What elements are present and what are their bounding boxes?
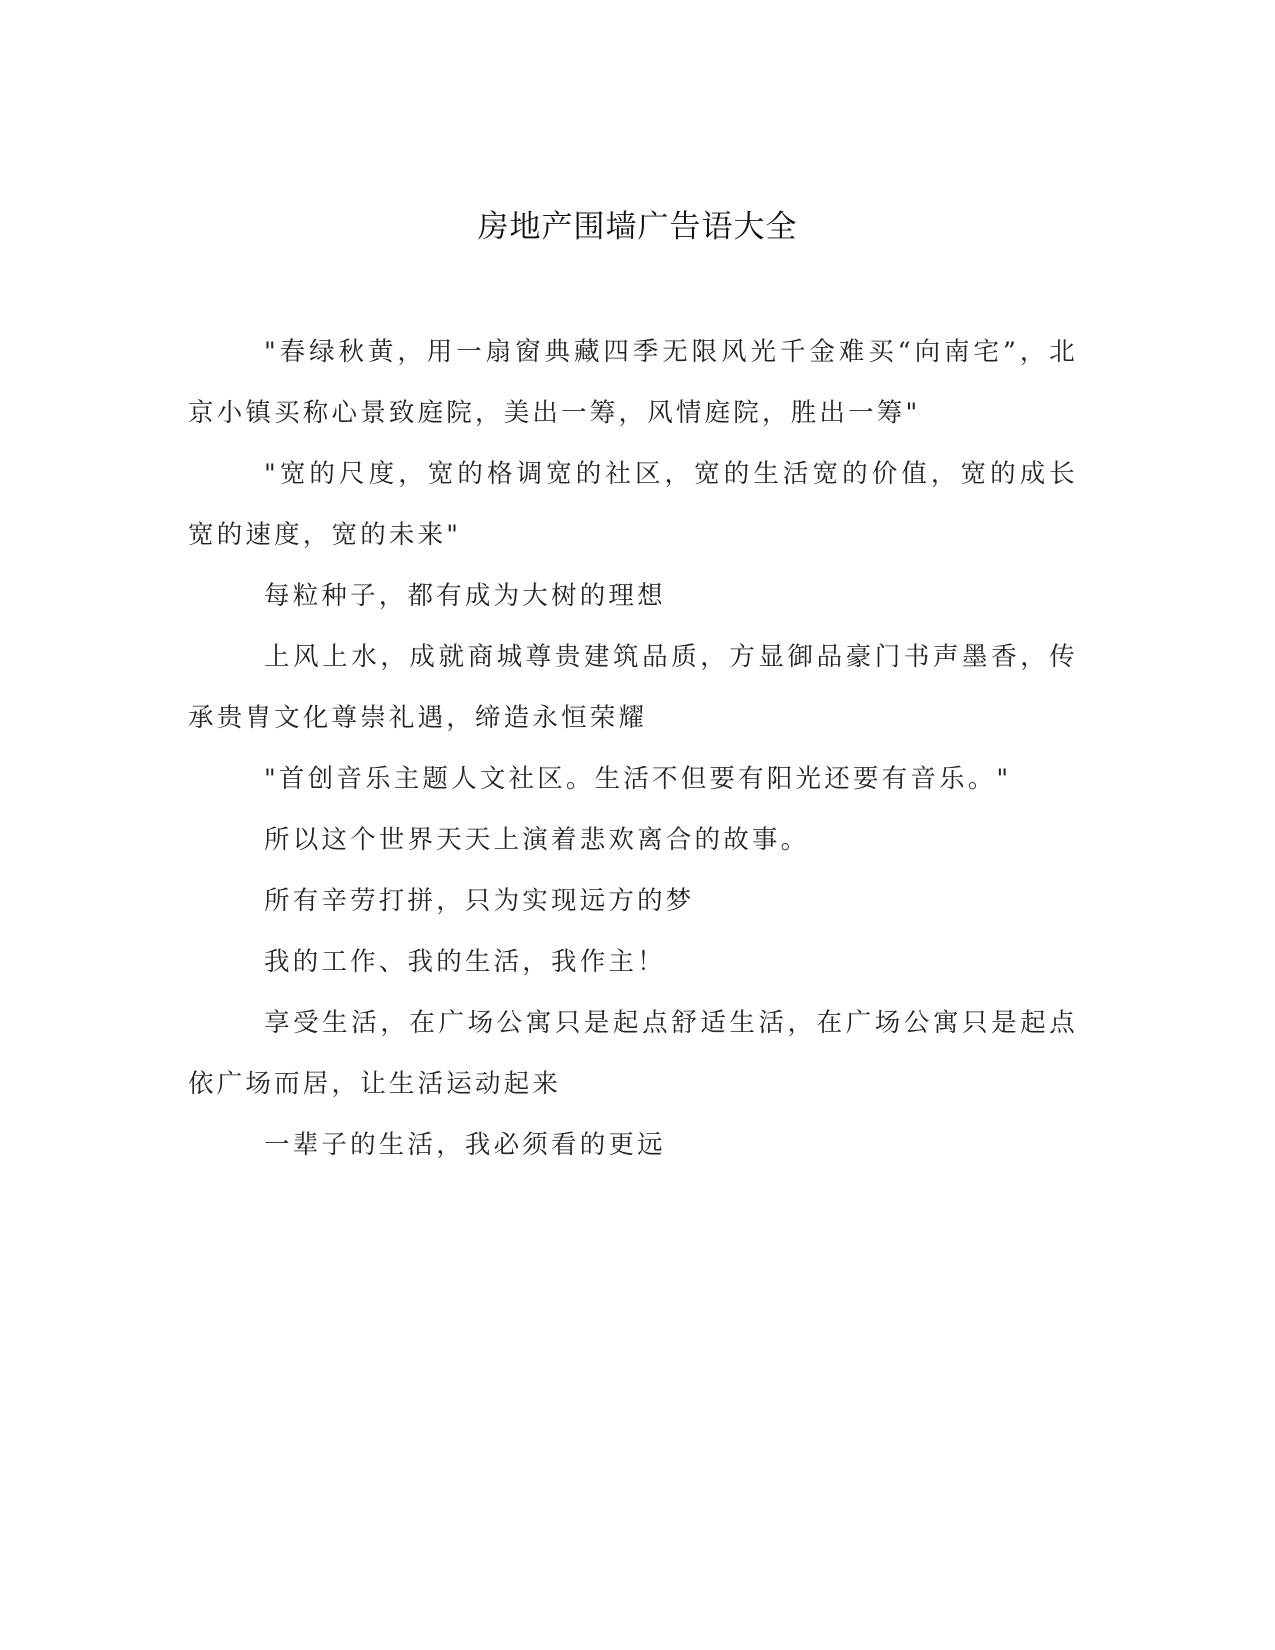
paragraph: "春绿秋黄，用一扇窗典藏四季无限风光千金难买“向南宅”，北京小镇买称心景致庭院，美出一筹，风情庭院，胜出一筹" [188, 337, 1078, 428]
document-title: 房地产围墙广告语大全 [477, 209, 798, 245]
paragraph: 所以这个世界天天上演着悲欢离合的故事。 [264, 825, 810, 855]
document-body [188, 322, 1078, 1176]
paragraph: 享受生活，在广场公寓只是起点舒适生活，在广场公寓只是起点依广场而居，让生活运动起来 [188, 1008, 1078, 1099]
paragraph: 所有辛劳打拼，只为实现远方的梦 [264, 886, 695, 916]
paragraph: 上风上水，成就商城尊贵建筑品质，方显御品豪门书声墨香，传承贵胄文化尊崇礼遇，缔造永恒荣耀 [188, 642, 1078, 733]
paragraph: 一辈子的生活，我必须看的更远 [264, 1130, 666, 1160]
paragraph: 每粒种子，都有成为大树的理想 [264, 581, 666, 611]
paragraph: "首创音乐主题人文社区。生活不但要有阳光还要有音乐。" [264, 764, 1012, 794]
paragraph: "宽的尺度，宽的格调宽的社区，宽的生活宽的价值，宽的成长宽的速度，宽的未来" [188, 459, 1078, 550]
paragraph: 我的工作、我的生活，我作主！ [264, 947, 666, 977]
